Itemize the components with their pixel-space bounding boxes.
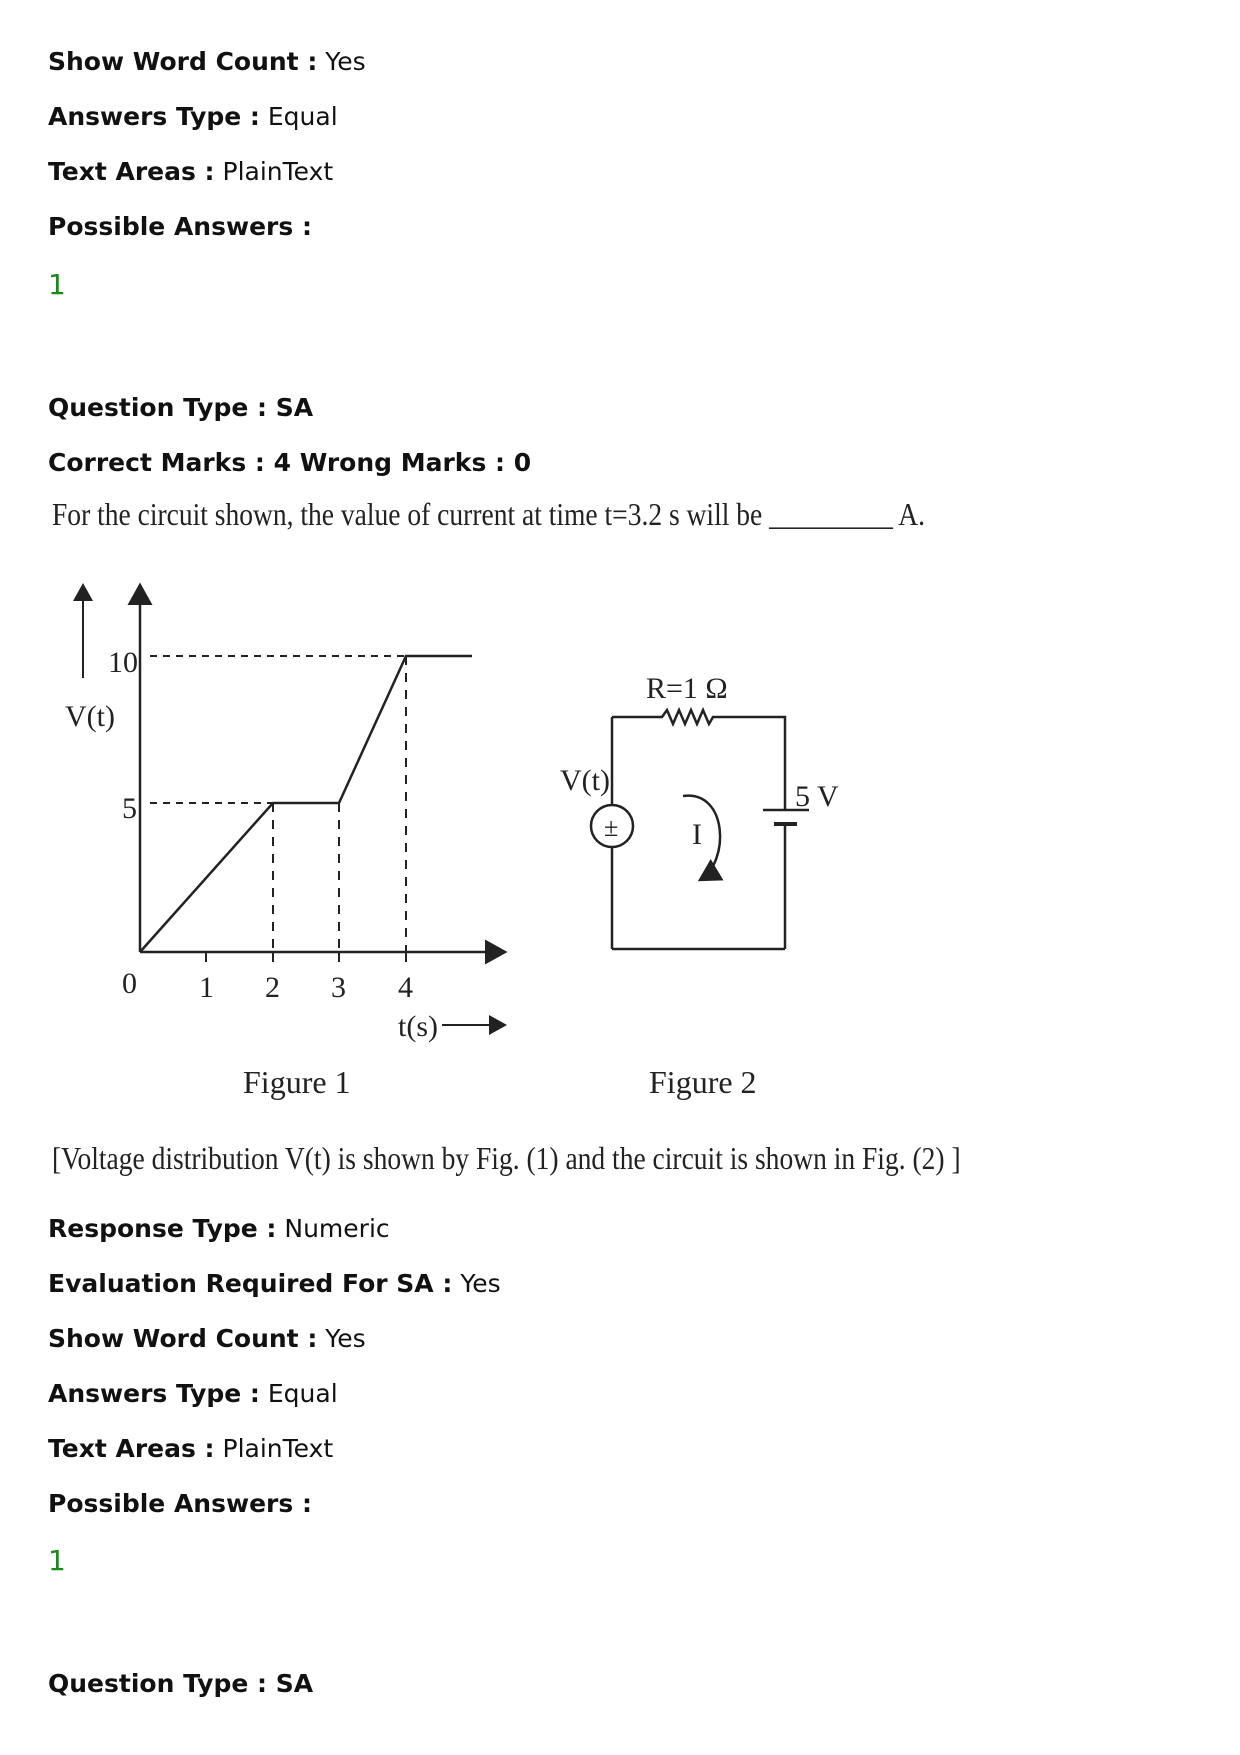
field-label: Answers Type : — [48, 1379, 260, 1408]
field-label: Answers Type : — [48, 102, 260, 131]
field-value: Equal — [267, 102, 338, 131]
text-areas-field — [48, 156, 333, 188]
x-tick-2: 2 — [265, 971, 280, 1004]
question-type-label: Question Type : SA — [48, 1669, 314, 1698]
field-value: Equal — [267, 1379, 338, 1408]
field-value: PlainText — [222, 157, 334, 186]
answers-type-field — [48, 101, 338, 133]
current-label: I — [692, 818, 702, 851]
x-tick-1: 1 — [199, 971, 214, 1004]
y-tick-5: 5 — [122, 792, 137, 825]
field-label: Text Areas : — [48, 1434, 215, 1463]
text-areas-field — [48, 1433, 333, 1465]
field-value: PlainText — [222, 1434, 334, 1463]
question-type-label: Question Type : SA — [48, 393, 314, 422]
x-tick-3: 3 — [331, 971, 346, 1004]
y-axis-label: V(t) — [65, 700, 115, 733]
x-tick-4: 4 — [398, 971, 413, 1004]
show-word-count-field — [48, 1323, 366, 1355]
possible-answers-field — [48, 1488, 312, 1520]
field-label: Response Type : — [48, 1214, 277, 1243]
field-label: Possible Answers : — [48, 1489, 312, 1518]
field-label: Possible Answers : — [48, 212, 312, 241]
figure-2 — [560, 672, 839, 1100]
figure-2-caption: Figure 2 — [649, 1064, 757, 1100]
field-label: Text Areas : — [48, 157, 215, 186]
response-type-field — [48, 1213, 390, 1245]
x-axis-label: t(s) — [398, 1010, 438, 1043]
question-note: [Voltage distribution V(t) is shown by Fig. (1) and the circuit is shown in Fig. (2) ] — [52, 1140, 961, 1176]
y-tick-10: 10 — [108, 646, 138, 679]
question-figure — [40, 560, 1040, 1120]
question-marks-label: Correct Marks : 4 Wrong Marks : 0 — [48, 448, 532, 477]
question-type — [48, 392, 313, 424]
field-label: Show Word Count : — [48, 1324, 318, 1353]
evaluation-required-field — [48, 1268, 501, 1300]
show-word-count-field — [48, 46, 366, 78]
figure-1-caption: Figure 1 — [243, 1064, 351, 1100]
field-value: Yes — [325, 47, 366, 76]
question-marks — [48, 447, 531, 479]
resistor-label: R=1 Ω — [646, 672, 728, 705]
source-sign: ± — [604, 813, 619, 842]
x-tick-0: 0 — [122, 967, 137, 1000]
question-prompt: For the circuit shown, the value of current at time t=3.2 s will be _________ A. — [52, 496, 926, 532]
figure-1 — [65, 585, 505, 1100]
field-value: Numeric — [284, 1214, 390, 1243]
field-label: Show Word Count : — [48, 47, 318, 76]
source-label: V(t) — [560, 764, 610, 797]
possible-answers-field — [48, 211, 312, 243]
next-question-type — [48, 1668, 313, 1700]
field-value: Yes — [460, 1269, 501, 1298]
resistor-and-top-wire — [612, 710, 785, 810]
possible-answer-value: 1 — [48, 1544, 66, 1577]
field-label: Evaluation Required For SA : — [48, 1269, 453, 1298]
possible-answer-value: 1 — [48, 268, 66, 301]
field-value: Yes — [325, 1324, 366, 1353]
answers-type-field — [48, 1378, 338, 1410]
battery-label: 5 V — [795, 780, 839, 813]
